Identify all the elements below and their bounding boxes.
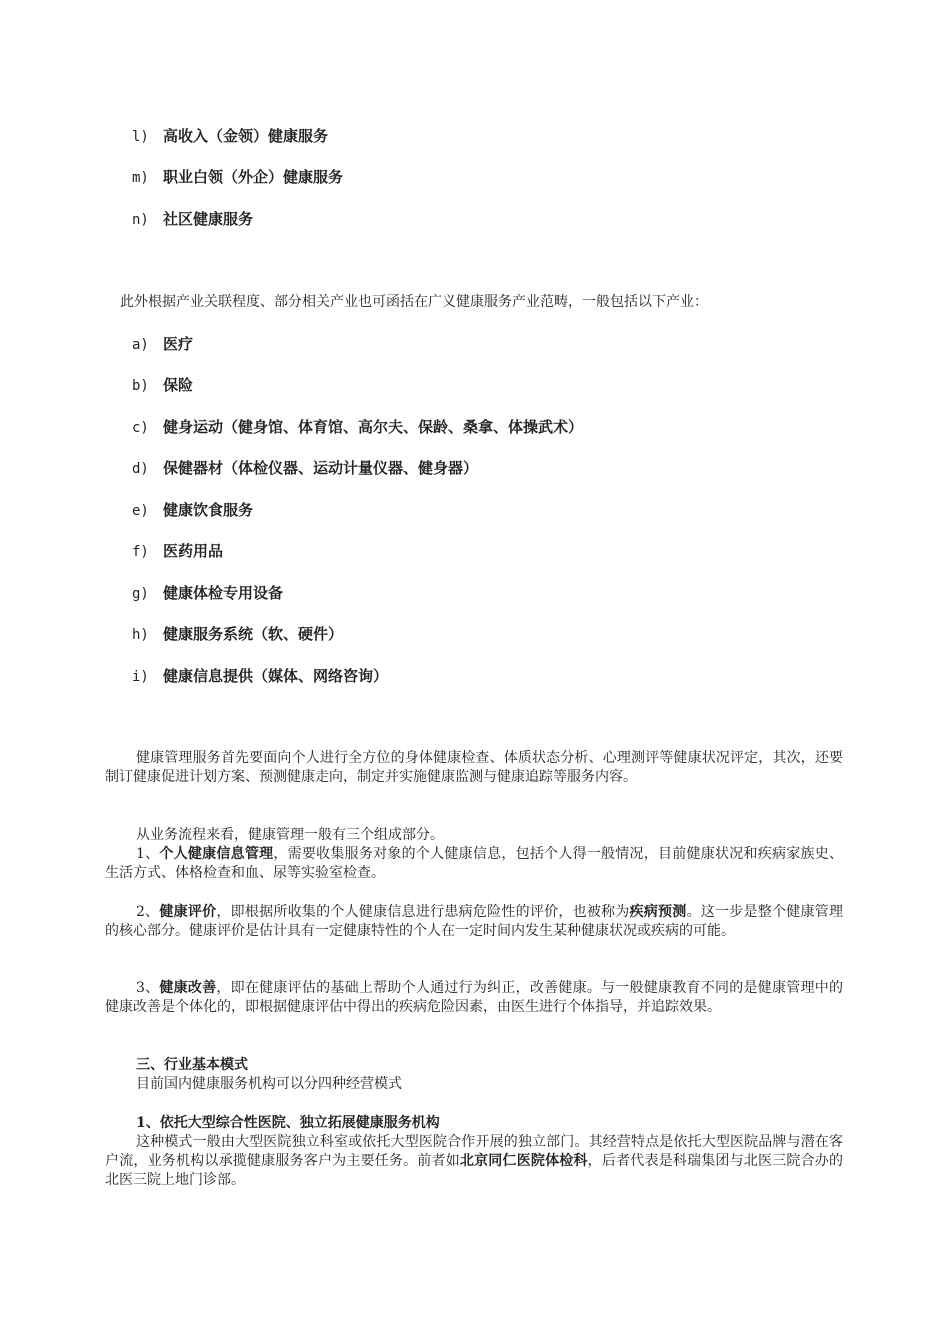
part2-text: ，即根据所收集的个人健康信息进行患病危险性的评价，也被称为: [216, 904, 630, 920]
list-label: 健身运动（健身馆、体育馆、高尔夫、保龄、桑拿、体操武术）: [163, 418, 584, 436]
part3-title: 健康改善: [159, 980, 217, 996]
list-item: [132, 624, 343, 645]
part2-highlight: 疾病预测: [629, 904, 687, 920]
list-item: [132, 334, 193, 355]
section-heading: [105, 1056, 843, 1075]
list-label: 健康体检专用设备: [163, 584, 284, 602]
list-item: [132, 417, 583, 438]
list-label: 保险: [163, 376, 194, 394]
part1-paragraph: [105, 845, 843, 883]
part2-title: 健康评价: [159, 904, 217, 920]
mode1-highlight: 北京同仁医院体检科: [459, 1153, 588, 1169]
list-item: [132, 167, 343, 188]
list-marker: b): [132, 378, 149, 394]
mode1-text: 这种模式一般由大型医院独立科室或依托大型医院合作开展的独立部门。其经营特点是依托大型医院品牌与潜在客户流，业务机构以承揽健康服务客户为主要任务。前者如: [105, 1134, 843, 1169]
list-marker: a): [132, 337, 149, 353]
list-label: 健康服务系统（软、硬件）: [163, 625, 344, 643]
list-item: [132, 458, 478, 479]
list-item: [132, 375, 193, 396]
part1-text: ，需要收集服务对象的个人健康信息，包括个人得一般情况，目前健康状况和疾病家族史、生活方式、体格检查和血、尿等实验室检查。: [105, 846, 844, 881]
mode1-heading: [105, 1114, 843, 1133]
list-label: 医疗: [163, 335, 194, 353]
part1-title: 个人健康信息管理: [159, 846, 274, 862]
list-item: [132, 541, 223, 562]
part2-paragraph: [105, 903, 843, 941]
list-item: [132, 583, 283, 604]
list-label: 健康饮食服务: [163, 501, 254, 519]
related-industries-intro: 此外根据产业关联程度、部分相关产业也可函括在广义健康服务产业范畴，一般包括以下产业：: [120, 294, 708, 310]
list-label: 社区健康服务: [163, 210, 254, 228]
list-marker: i): [132, 669, 149, 685]
process-intro: 从业务流程来看，健康管理一般有三个组成部分。: [136, 827, 444, 843]
list-marker: d): [132, 461, 149, 477]
list-marker: h): [132, 627, 149, 643]
list-label: 高收入（金领）健康服务: [163, 127, 329, 145]
section-title: 三、行业基本模式: [136, 1057, 248, 1073]
list-item: [132, 209, 253, 230]
list-item: [132, 666, 388, 687]
part2-number: 2、: [136, 904, 160, 920]
part1-number: 1、: [136, 846, 160, 862]
list-marker: e): [132, 503, 149, 519]
list-label: 医药用品: [163, 542, 224, 560]
list-label: 职业白领（外企）健康服务: [163, 168, 344, 186]
list-marker: g): [132, 586, 149, 602]
section-subtitle: 目前国内健康服务机构可以分四种经营模式: [136, 1076, 402, 1092]
part3-number: 3、: [136, 980, 160, 996]
list-label: 健康信息提供（媒体、网络咨询）: [163, 667, 389, 685]
list-marker: c): [132, 420, 149, 436]
list-marker: l): [132, 129, 149, 145]
list-marker: n): [132, 212, 149, 228]
mode1-text-continued: ，后者代表是科瑞集团与北医三院合办的北医三院上地门诊部。: [105, 1153, 844, 1188]
list-item: [132, 500, 253, 521]
list-label: 保健器材（体检仪器、运动计量仪器、健身器）: [163, 459, 479, 477]
list-item: [132, 126, 328, 147]
overview-paragraph: 健康管理服务首先要面向个人进行全方位的身体健康检查、体质状态分析、心理测评等健康状况评定，其次，还要制订健康促进计划方案、预测健康走向，制定并实施健康监测与健康追踪等服务内容。: [105, 750, 843, 785]
part3-paragraph: [105, 979, 843, 1017]
part2-text-continued: 。这一步是整个健康管理的核心部分。健康评价是估计具有一定健康特性的个人在一定时间内发生某种健康状况或疾病的可能。: [105, 904, 844, 939]
mode1-paragraph: [105, 1133, 843, 1190]
list-marker: m): [132, 170, 149, 186]
list-marker: f): [132, 544, 149, 560]
part3-text: ，即在健康评估的基础上帮助个人通过行为纠正，改善健康。与一般健康教育不同的是健康管理中的健康改善是个体化的，即根据健康评估中得出的疾病危险因素，由医生进行个体指导，并追踪效果。: [105, 980, 844, 1015]
mode1-title: 1、依托大型综合性医院、独立拓展健康服务机构: [136, 1115, 440, 1131]
